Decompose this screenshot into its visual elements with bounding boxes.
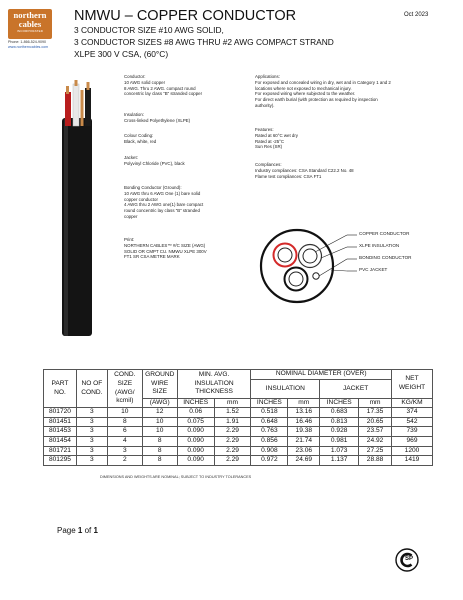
- table-cell: 10: [107, 408, 142, 418]
- applications-line: For exposed wiring where subjected to the weather.: [255, 91, 356, 97]
- features-label: Features:: [255, 127, 274, 132]
- table-cell: 801295: [44, 456, 77, 466]
- bonding-label: Bonding Conductor (Ground):: [124, 185, 182, 190]
- header-text: kcmil): [116, 397, 134, 405]
- table-cell: 0.683: [320, 408, 359, 418]
- subtitle-line-1: 3 CONDUCTOR SIZE #10 AWG SOLID,: [74, 25, 224, 35]
- table-row: [44, 446, 433, 456]
- company-logo: [8, 9, 52, 39]
- col-no-of-cond: [76, 370, 107, 408]
- table-cell: 1.137: [320, 456, 359, 466]
- table-cell: 10: [142, 417, 177, 427]
- logo-line2: cables: [18, 19, 42, 29]
- table-row: [44, 436, 433, 446]
- document-title: NMWU – COPPER CONDUCTOR: [74, 8, 297, 24]
- table-cell: 13.16: [288, 408, 320, 418]
- table-cell: 0.090: [177, 456, 214, 466]
- page-total: 1: [93, 526, 98, 535]
- subtitle-line-2: 3 CONDUCTOR SIZES #8 AWG THRU #2 AWG COMPACT STRAND: [74, 37, 334, 47]
- compliances-section: [255, 162, 354, 179]
- col-min-avg-insulation: [177, 370, 251, 399]
- table-cell: 8: [142, 436, 177, 446]
- table-cell: 8: [142, 446, 177, 456]
- col-net-weight: [392, 370, 433, 399]
- table-cell: 23.06: [288, 446, 320, 456]
- header-text: COND.: [114, 371, 136, 379]
- table-cell: 1419: [392, 456, 433, 466]
- header-unit: mm: [214, 398, 251, 408]
- header-text: NO.: [54, 388, 66, 396]
- applications-line: locations where not exposed to mechanical injury.: [255, 85, 352, 91]
- table-cell: 3: [76, 427, 107, 437]
- table-cell: 2.29: [214, 456, 251, 466]
- bonding-line: copper conductor: [124, 196, 158, 202]
- features-section: [255, 127, 298, 150]
- table-cell: 0.856: [251, 436, 288, 446]
- table-cell: 24.69: [288, 456, 320, 466]
- table-cell: 3: [76, 417, 107, 427]
- table-cell: 16.46: [288, 417, 320, 427]
- conductor-label: Conductor:: [124, 74, 146, 79]
- print-label: Print:: [124, 237, 135, 242]
- applications-section: [255, 74, 460, 109]
- applications-line: For direct earth burial (with protection as required by inspection: [255, 97, 378, 103]
- table-cell: 1.52: [214, 408, 251, 418]
- table-cell: 1200: [392, 446, 433, 456]
- col-jacket: JACKET: [320, 379, 392, 398]
- label-bonding-conductor: BONDING CONDUCTOR: [359, 255, 412, 260]
- header-text: SIZE: [152, 388, 168, 396]
- table-cell: 969: [392, 436, 433, 446]
- header-unit: INCHES: [177, 398, 214, 408]
- col-part-no: [44, 370, 77, 408]
- applications-line: authority).: [255, 102, 275, 108]
- conductor-line: 8 AWG. Thru 2 AWG. compact round: [124, 85, 196, 91]
- contact-info: [8, 40, 48, 49]
- conductor-section: [124, 74, 244, 97]
- csa-certification-mark: [395, 548, 419, 572]
- header-text: [142, 398, 177, 408]
- header-text: PART: [51, 380, 69, 387]
- table-cell: 0.763: [251, 427, 288, 437]
- header-text: WIRE: [151, 379, 169, 387]
- table-cell: 3: [76, 436, 107, 446]
- applications-line: For exposed and concealed wiring in dry, wet and in Category 1 and 2: [255, 79, 391, 85]
- subtitle-line-3: XLPE 300 V CSA, (60°C): [74, 49, 169, 59]
- col-ground-wire: [142, 370, 177, 399]
- document-date: Oct 2023: [404, 12, 429, 18]
- features-line: Sun Res (SR): [255, 144, 283, 150]
- bonding-line: copper: [124, 213, 138, 219]
- table-cell: 801451: [44, 417, 77, 427]
- features-line: Rated at -25°C: [255, 138, 285, 144]
- print-line: FT1 SR CSA METRE MARK: [124, 254, 180, 260]
- table-cell: 23.57: [359, 427, 392, 437]
- table-cell: 8: [107, 417, 142, 427]
- bonding-line: 4 AWG thru 2 AWG one(1) bare compact: [124, 202, 204, 208]
- table-cell: 0.075: [177, 417, 214, 427]
- table-cell: 10: [142, 427, 177, 437]
- table-cell: 0.648: [251, 417, 288, 427]
- table-cell: 12: [142, 408, 177, 418]
- table-cell: 0.06: [177, 408, 214, 418]
- header-text: (AWG/: [115, 388, 135, 396]
- print-line: SOLID OR CMPT CU. NMWU XLPE 300V: [124, 248, 207, 254]
- table-cell: 0.090: [177, 446, 214, 456]
- table-cell: 801453: [44, 427, 77, 437]
- page-number: [57, 526, 98, 535]
- col-cond-size: [107, 370, 142, 408]
- table-cell: 542: [392, 417, 433, 427]
- features-line: Rated at 60°C wet dry: [255, 132, 298, 138]
- table-cell: 3: [76, 456, 107, 466]
- logo-tagline: INCORPORATED: [16, 29, 44, 33]
- colour-label: Colour Coding:: [124, 133, 154, 138]
- table-cell: 374: [392, 408, 433, 418]
- print-line: NORTHERN CABLES™ #/C SIZE (AWG): [124, 242, 206, 248]
- bonding-section: [124, 185, 244, 220]
- header-text: INSULATION: [194, 379, 234, 387]
- contact-phone: Phone: 1-866-524-9090: [8, 40, 46, 44]
- table-cell: 21.74: [288, 436, 320, 446]
- jacket-label: Jacket:: [124, 155, 138, 160]
- page-current: 1: [77, 526, 83, 535]
- cable-photo: [40, 80, 120, 340]
- header-unit: (AWG): [149, 398, 170, 406]
- insulation-line: Cross-linked Polyethylene (XLPE): [124, 117, 191, 123]
- header-unit: INCHES: [251, 398, 288, 408]
- compliances-line: Flame test compliances: CSA FT1: [255, 173, 322, 179]
- table-cell: 801720: [44, 408, 77, 418]
- table-note: DIMENSIONS AND WEIGHTS ARE NOMINAL; SUBJECT TO INDUSTRY TOLERANCES: [100, 475, 252, 479]
- bonding-line: 10 AWG thru 6 AWG One (1) bare solid: [124, 190, 201, 196]
- table-cell: 0.908: [251, 446, 288, 456]
- conductor-line: 10 AWG solid copper: [124, 79, 166, 85]
- label-xlpe-insulation: XLPE INSULATION: [359, 243, 400, 248]
- table-cell: 17.35: [359, 408, 392, 418]
- table-cell: 27.25: [359, 446, 392, 456]
- header-text: SIZE: [117, 380, 133, 387]
- colour-line: Black, white, red: [124, 138, 157, 144]
- colour-section: [124, 133, 156, 145]
- table-cell: 28.88: [359, 456, 392, 466]
- page-prefix: Page: [57, 526, 78, 535]
- label-copper-conductor: COPPER CONDUCTOR: [359, 231, 410, 236]
- applications-label: Applications:: [255, 74, 280, 79]
- header-unit: INCHES: [320, 398, 359, 408]
- table-body: [44, 408, 433, 466]
- table-cell: 0.813: [320, 417, 359, 427]
- table-cell: 3: [76, 446, 107, 456]
- specification-table: [43, 369, 433, 466]
- table-cell: 801454: [44, 436, 77, 446]
- table-row: [44, 456, 433, 466]
- table-cell: 3: [76, 408, 107, 418]
- table-row: [44, 417, 433, 427]
- table-cell: 739: [392, 427, 433, 437]
- header-text: WEIGHT: [398, 383, 426, 391]
- table-row: [44, 408, 433, 418]
- compliances-label: Compliances:: [255, 162, 282, 167]
- table-cell: 0.518: [251, 408, 288, 418]
- header-text: GROUND: [145, 370, 175, 378]
- table-cell: 1.91: [214, 417, 251, 427]
- table-cell: 20.65: [359, 417, 392, 427]
- page-of: of: [82, 526, 94, 535]
- table-cell: 2.29: [214, 436, 251, 446]
- table-cell: 801721: [44, 446, 77, 456]
- table-row: [44, 427, 433, 437]
- table-cell: 19.38: [288, 427, 320, 437]
- table-cell: 0.972: [251, 456, 288, 466]
- cable-cross-section-diagram: [255, 222, 463, 332]
- compliances-line: Industry compliances: CSA Standard C22.2 No. 48: [255, 167, 354, 173]
- jacket-line: Polyvinyl Chloride (PVC), black: [124, 160, 185, 166]
- table-cell: 4: [107, 436, 142, 446]
- insulation-label: Insulation:: [124, 112, 145, 117]
- jacket-section: [124, 155, 185, 167]
- table-cell: 2: [107, 456, 142, 466]
- table-cell: 0.981: [320, 436, 359, 446]
- table-cell: 6: [107, 427, 142, 437]
- table-cell: 2.29: [214, 446, 251, 456]
- contact-url[interactable]: www.northerncables.com: [8, 44, 49, 49]
- header-unit: mm: [288, 398, 320, 408]
- table-cell: 0.928: [320, 427, 359, 437]
- header-unit: KG/KM: [392, 398, 433, 408]
- csa-mark-text: SP: [405, 556, 414, 562]
- header-text: NO OF: [81, 380, 103, 387]
- table-cell: 1.073: [320, 446, 359, 456]
- header-text: MIN. AVG.: [198, 370, 230, 378]
- table-cell: 0.090: [177, 436, 214, 446]
- table-cell: 2.29: [214, 427, 251, 437]
- conductor-line: concentric lay class “B” stranded copper: [124, 91, 203, 97]
- label-pvc-jacket: PVC JACKET: [359, 267, 388, 272]
- header-unit: mm: [359, 398, 392, 408]
- header-text: NET: [405, 375, 419, 383]
- table-cell: 3: [107, 446, 142, 456]
- table-cell: 8: [142, 456, 177, 466]
- logo-line1: northern: [13, 10, 47, 20]
- col-nominal-diameter: NOMINAL DIAMETER (OVER): [251, 370, 392, 380]
- header-text: THICKNESS: [195, 388, 233, 396]
- print-section: [124, 237, 254, 260]
- table-cell: 0.090: [177, 427, 214, 437]
- bonding-line: round concentric lay class “B” stranded: [124, 208, 200, 214]
- insulation-section: [124, 112, 190, 124]
- header-text: COND.: [81, 388, 103, 396]
- col-insulation: INSULATION: [251, 379, 320, 398]
- table-cell: 24.92: [359, 436, 392, 446]
